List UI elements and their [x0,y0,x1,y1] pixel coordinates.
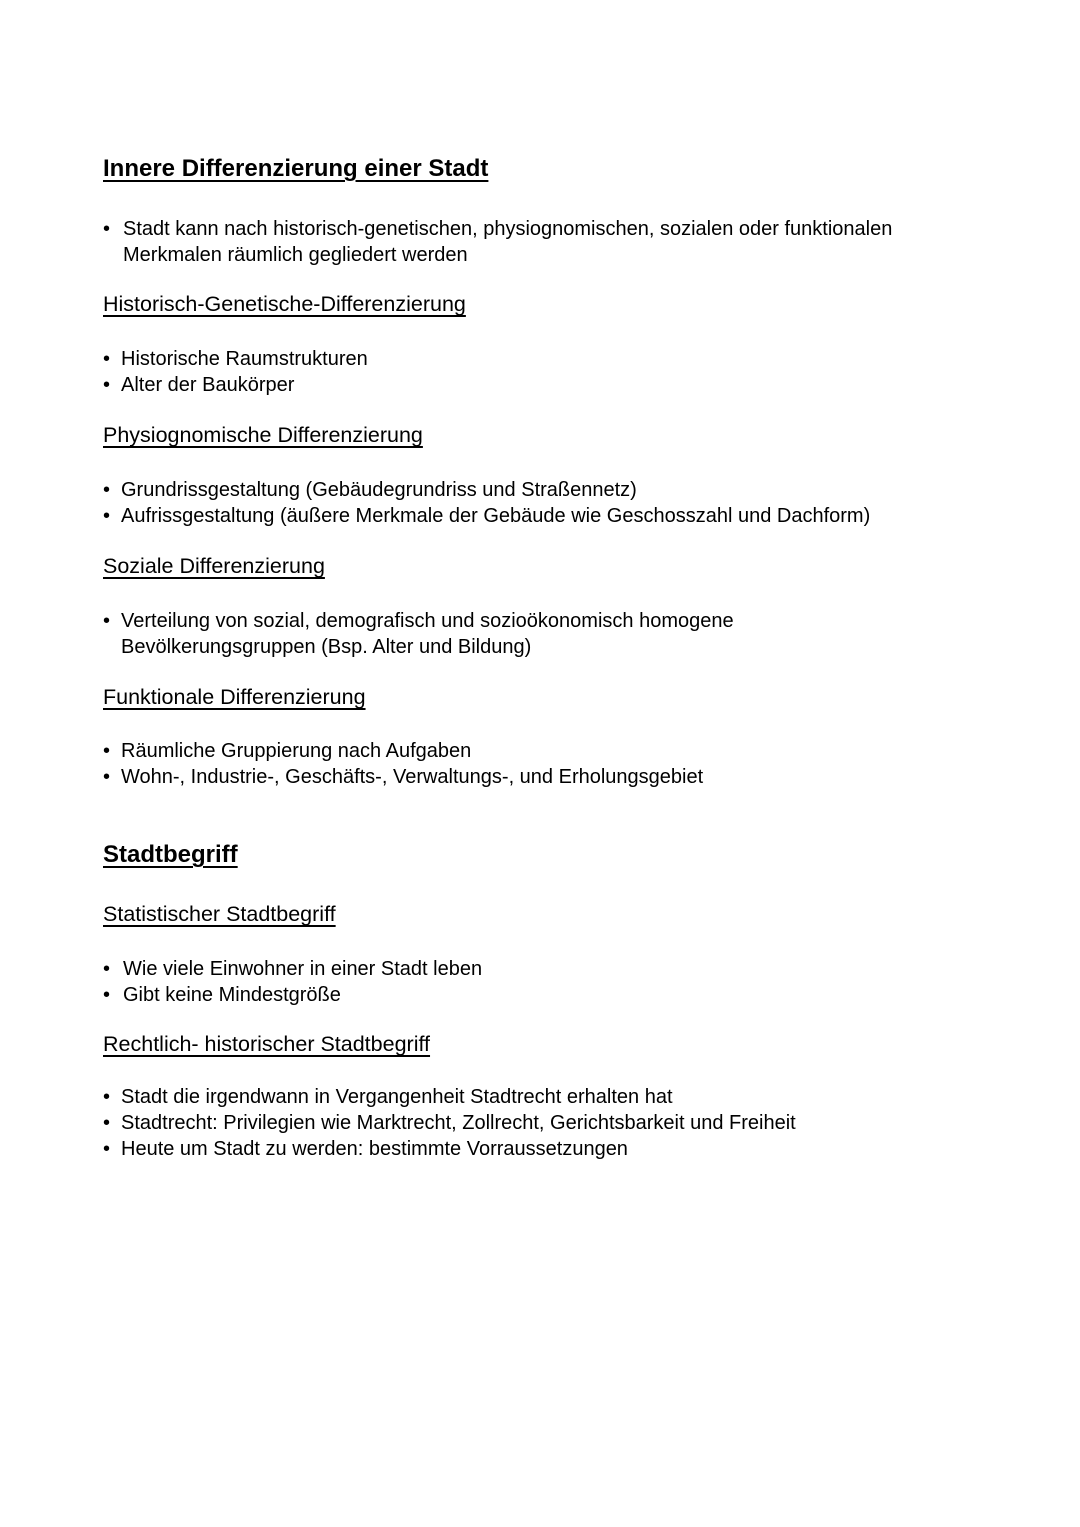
intro-list [103,216,892,268]
bullet-icon: • [103,218,111,240]
list-item: • Historische Raumstrukturen [103,348,368,370]
section-title-innere-differenzierung: Innere Differenzierung einer Stadt [103,155,489,182]
list-item [103,608,734,660]
statistisch-list [103,956,482,1008]
subheading-statistisch: Statistischer Stadtbegriff [103,902,336,926]
physiognomisch-list [103,477,870,529]
list-item: • Grundrissgestaltung (Gebäudegrundriss und Straßennetz) [103,479,637,501]
bullet-icon: • [103,1112,111,1134]
list-item: • Alter der Baukörper [103,374,295,396]
bullet-icon: • [103,479,111,501]
bullet-icon: • [103,505,111,527]
list-item: • Wie viele Einwohner in einer Stadt leben [103,958,483,980]
bullet-icon: • [103,348,111,370]
section-title-stadtbegriff: Stadtbegriff [103,841,238,868]
bullet-icon: • [103,1086,111,1108]
list-item-text: Stadt kann nach historisch-genetischen, physiognomischen, sozialen oder funktionalen Merkmalen räumlich gegliedert werden [123,218,893,266]
rechtlich-list [103,1084,796,1162]
subheading-physiognomisch: Physiognomische Differenzierung [103,423,423,447]
list-item: • Räumliche Gruppierung nach Aufgaben [103,740,472,762]
bullet-icon: • [103,740,111,762]
list-item: • Gibt keine Mindestgröße [103,984,341,1006]
sozial-list [103,608,734,660]
bullet-icon: • [103,1138,111,1160]
historisch-list [103,346,368,398]
subheading-funktional: Funktionale Differenzierung [103,685,366,709]
list-item: • Wohn-, Industrie-, Geschäfts-, Verwaltungs-, und Erholungsgebiet [103,766,704,788]
subheading-historisch-genetisch: Historisch-Genetische-Differenzierung [103,292,466,316]
list-item: • Stadtrecht: Privilegien wie Marktrecht, Zollrecht, Gerichtsbarkeit und Freiheit [103,1112,796,1134]
list-item-text: Verteilung von sozial, demografisch und sozioökonomisch homogene Bevölkerungsgruppen (Bsp. Alter und Bildung) [121,610,734,658]
subheading-sozial: Soziale Differenzierung [103,554,325,578]
bullet-icon: • [103,958,111,980]
bullet-icon: • [103,610,111,632]
subheading-rechtlich-historisch: Rechtlich- historischer Stadtbegriff [103,1032,431,1056]
bullet-icon: • [103,766,111,788]
funktional-list [103,738,703,790]
list-item: • Stadt die irgendwann in Vergangenheit Stadtrecht erhalten hat [103,1086,673,1108]
list-item [103,216,892,268]
bullet-icon: • [103,374,111,396]
bullet-icon: • [103,984,111,1006]
list-item: • Aufrissgestaltung (äußere Merkmale der Gebäude wie Geschosszahl und Dachform) [103,505,871,527]
list-item: • Heute um Stadt zu werden: bestimmte Vorraussetzungen [103,1138,628,1160]
